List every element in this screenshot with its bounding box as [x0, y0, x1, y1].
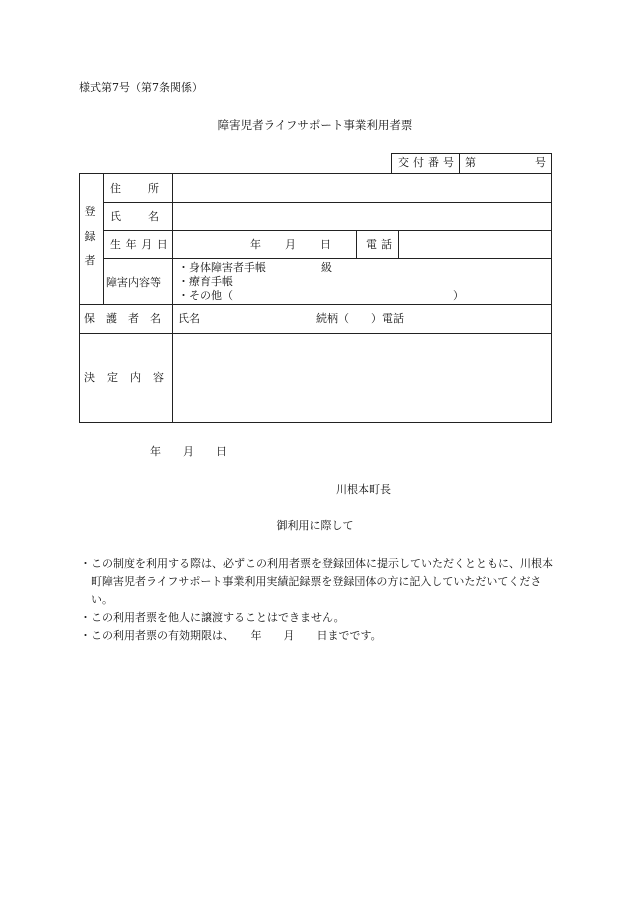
birthdate-year-unit: 年 — [250, 238, 261, 251]
decision-field[interactable] — [174, 335, 550, 421]
birthdate-field[interactable] — [174, 232, 354, 257]
issue-number-field[interactable] — [462, 153, 550, 172]
document-title: 障害児者ライフサポート事業利用者票 — [217, 118, 413, 132]
phone-label: 電話 — [366, 238, 396, 251]
disability-item-ryoiku: ・療育手帳 — [178, 275, 233, 288]
notice-title: 御利用に際して — [276, 519, 354, 532]
disability-item-handbook: ・身体障害者手帳 級 — [178, 261, 332, 274]
name-field[interactable] — [174, 204, 550, 229]
issuer-name: 川根本町長 — [336, 483, 391, 496]
decision-label: 決定内容 — [84, 371, 176, 384]
notice-item: ・ この利用者票を他人に譲渡することはできません。 — [80, 611, 345, 624]
issue-number-prefix: 第 — [465, 156, 476, 169]
guardian-label: 保護者名 — [84, 312, 172, 325]
guardian-name-prefix: 氏名 — [178, 312, 200, 325]
guardian-relation-phone: 続柄（ ）電話 — [316, 312, 404, 325]
address-label: 住所 — [110, 182, 186, 195]
notice-item: ・ この制度を利用する際は、必ずこの利用者票を登録団体に提示していただくとともに、川根本町障害児者ライフサポート事業利用実績記録票を登録団体の方に記入していただいてください。 — [80, 557, 553, 606]
guardian-name-field[interactable] — [200, 306, 310, 331]
form-number: 様式第7号（第7条関係） — [79, 81, 203, 94]
disability-label: 障害内容等 — [106, 276, 161, 289]
birthdate-label: 生年月日 — [110, 238, 173, 251]
issue-number-suffix: 号 — [535, 156, 546, 169]
issue-date: 年 月 日 — [150, 445, 227, 458]
name-label: 氏名 — [110, 210, 186, 223]
phone-field[interactable] — [400, 232, 550, 257]
birthdate-day-unit: 日 — [320, 238, 331, 251]
issue-number-label: 交付番号 — [398, 156, 458, 169]
notice-item: ・ この利用者票の有効期限は、 年 月 日までです。 — [80, 629, 382, 642]
address-field[interactable] — [174, 175, 550, 201]
disability-item-other: ・その他（ ） — [178, 289, 464, 302]
birthdate-month-unit: 月 — [285, 238, 296, 251]
registrant-section-label: 登録者 — [84, 205, 96, 267]
